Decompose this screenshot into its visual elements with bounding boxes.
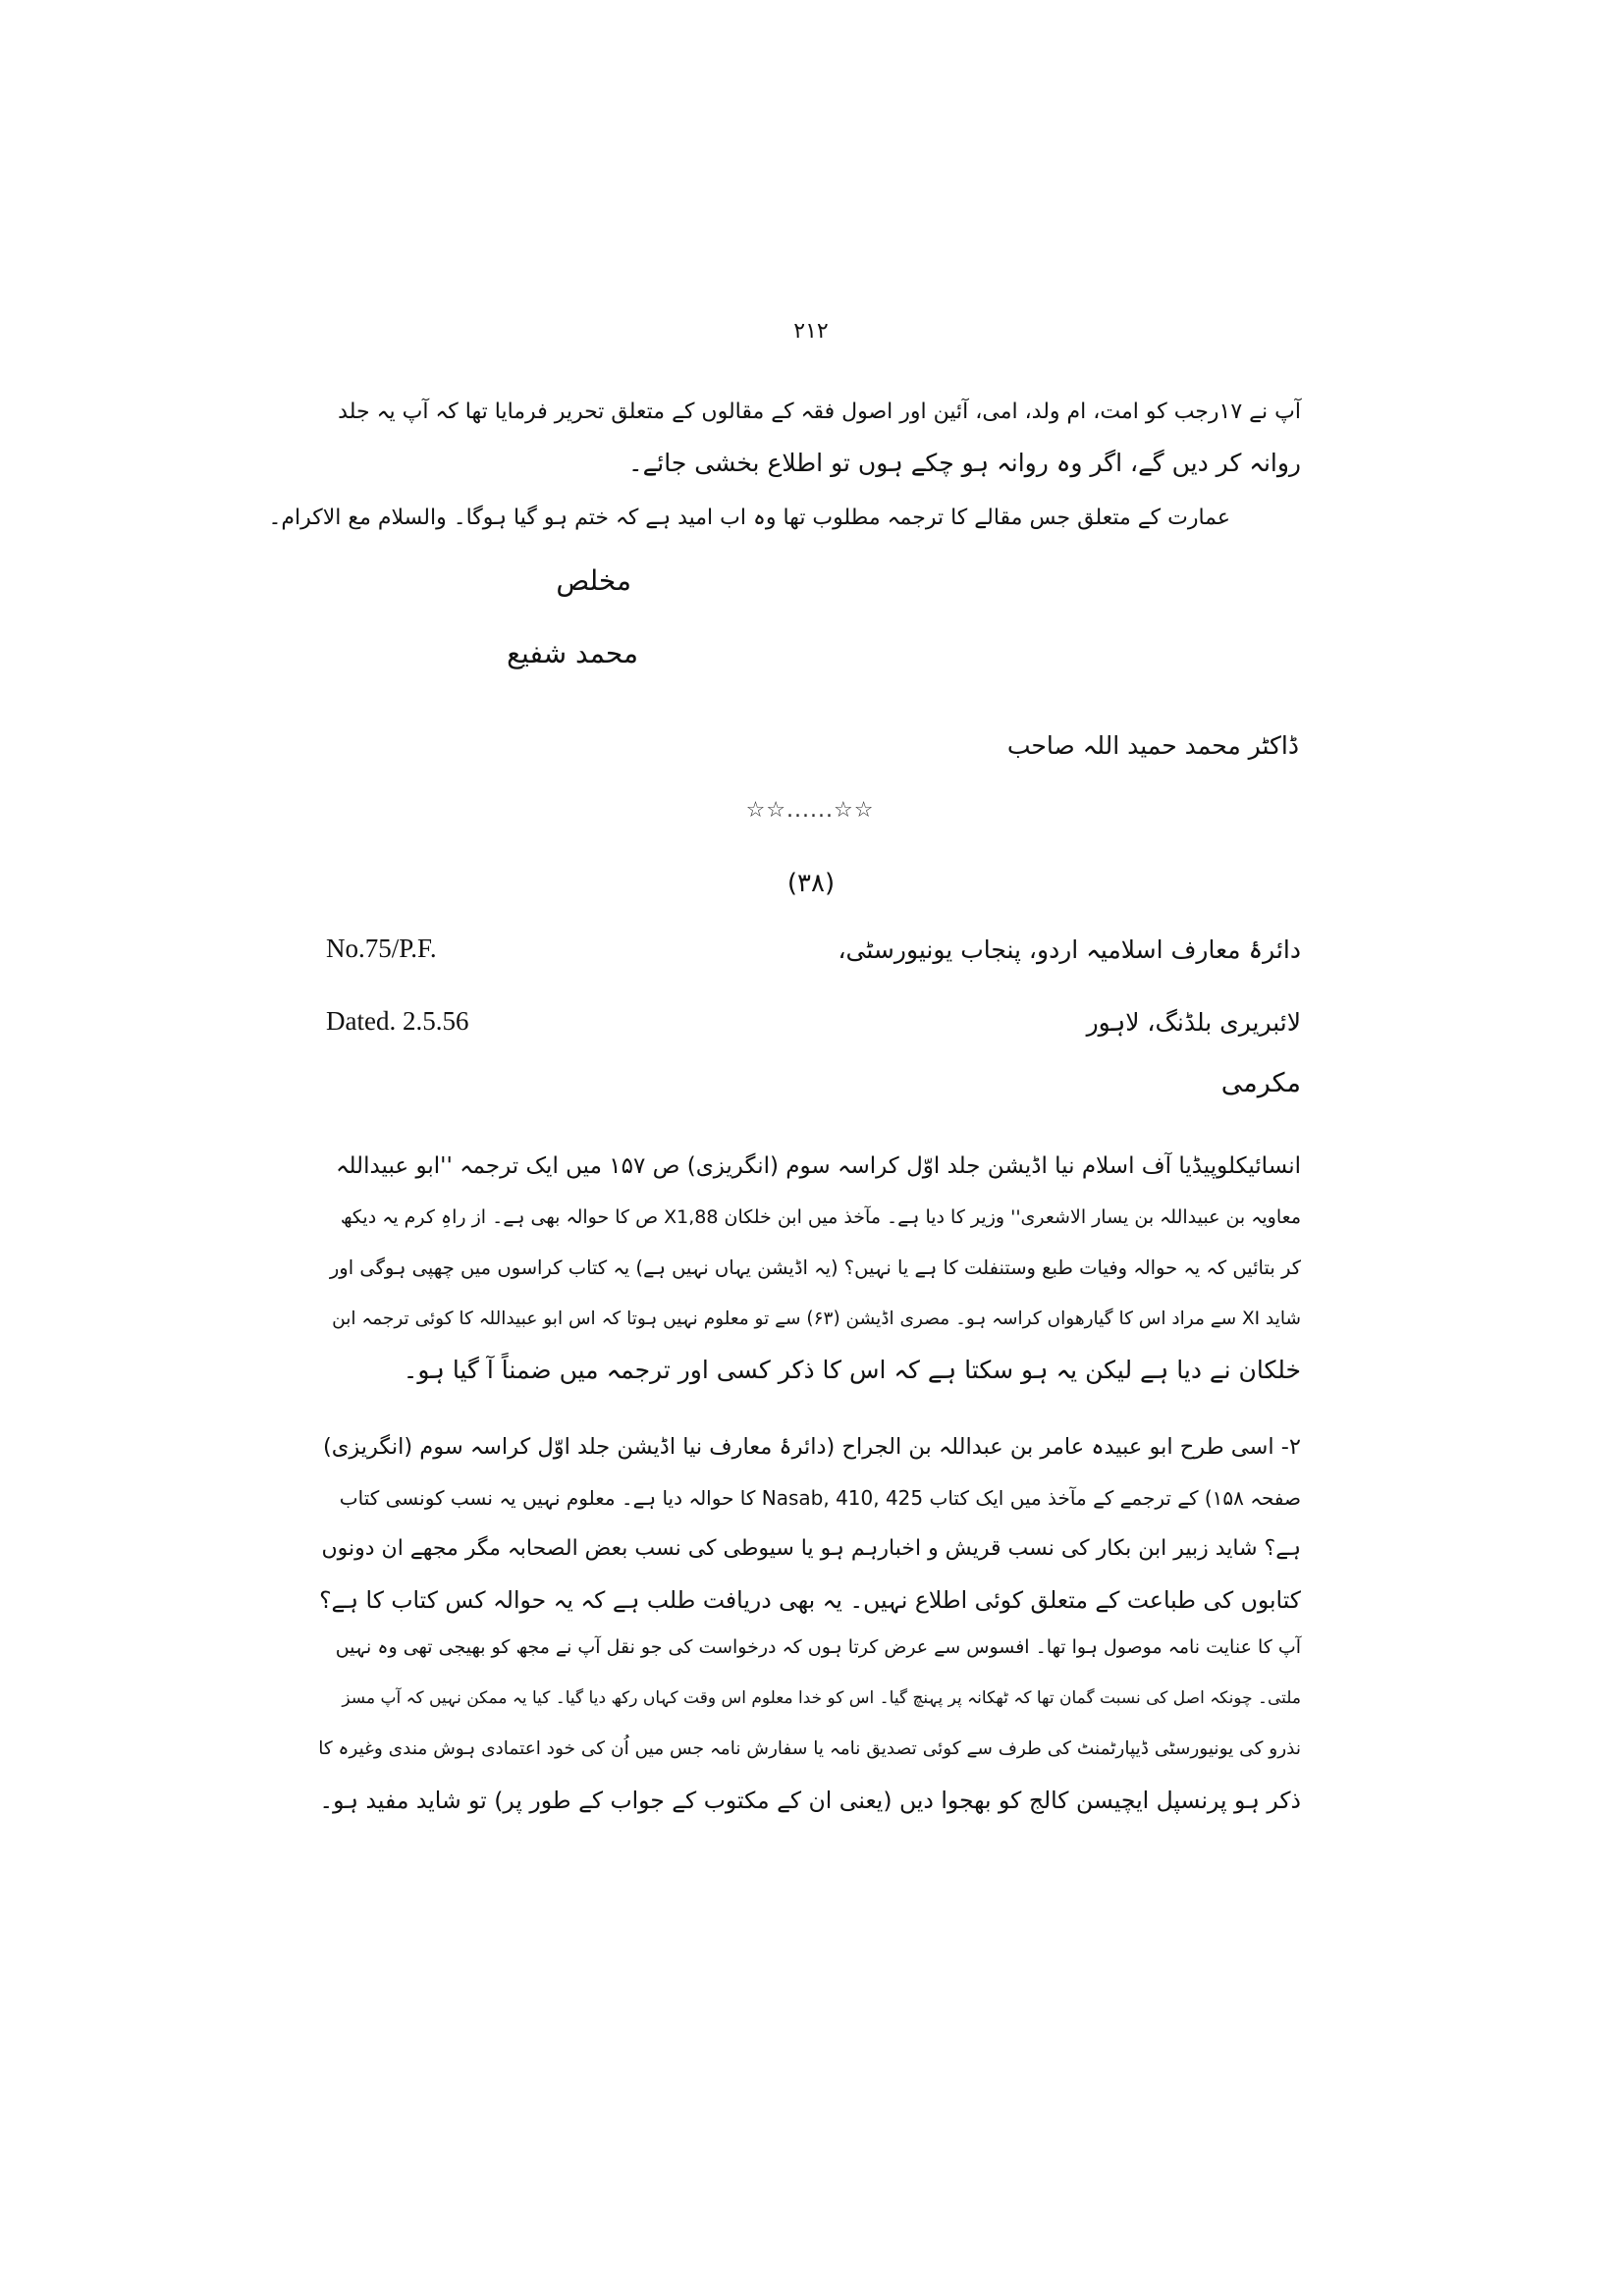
body-paragraph-2 (319, 1421, 1301, 1626)
letter-number: (۳۸) (786, 869, 836, 898)
text-line: معاویہ بن عبیداللہ بن یسار الاشعری'' وزیر کا دیا ہے۔ مآخذ میں ابن خلکان X1,88 ص کا حوالہ بھی ہے۔ از راہِ کرم یہ دیکھ (340, 1206, 1301, 1228)
text-line: آپ نے ۱۷رجب کو امت، ام ولد، امی، آئین اور اصول فقہ کے مقالوں کے متعلق تحریر فرمایا تھا کہ آپ یہ جلد (338, 400, 1301, 424)
sender-address-line-2: لائبریری بلڈنگ، لاہور (1086, 1008, 1301, 1037)
text-line: کر بتائیں کہ یہ حوالہ وفیات طبع وستنفلت کا ہے یا نہیں؟ (یہ اڈیشن یہاں نہیں ہے) یہ کتاب کراسوں میں چھپی ہوگی اور (329, 1256, 1301, 1279)
letter-one-paragraph (319, 387, 1301, 489)
text-line: شاید XI سے مراد اس کا گیارھواں کراسہ ہو۔ مصری اڈیشن (۶۳) سے تو معلوم نہیں ہوتا کہ اس ابو عبیداللہ کا کوئی ترجمہ ابن (332, 1308, 1301, 1329)
text-line: انسائیکلوپیڈیا آف اسلام نیا اڈیشن جلد اوّل کراسہ سوم (انگریزی) ص ۱۵۷ میں ایک ترجمہ ''ابو عبیداللہ (335, 1153, 1301, 1179)
text-line: آپ کا عنایت نامہ موصول ہوا تھا۔ افسوس سے عرض کرتا ہوں کہ درخواست کی جو نقل آپ نے مجھ کو بھیجی تھی وہ نہیں (335, 1636, 1301, 1658)
text-line: ملتی۔ چونکہ اصل کی نسبت گمان تھا کہ ٹھکانہ پر پہنچ گیا۔ اس کو خدا معلوم اس وقت کہاں رکھ دیا گیا۔ کیا یہ ممکن نہیں کہ آپ مسز (342, 1688, 1301, 1708)
text-line: خلکان نے دیا ہے لیکن یہ ہو سکتا ہے کہ اس کا ذکر کسی اور ترجمہ میں ضمناً آ گیا ہو۔ (403, 1356, 1301, 1384)
reference-date: Dated. 2.5.56 (326, 1006, 469, 1036)
text-line: ۲- اسی طرح ابو عبیدہ عامر بن عبداللہ بن الجراح (دائرۂ معارف نیا اڈیشن جلد اوّل کراسہ سوم (انگریزی) (322, 1434, 1301, 1460)
salutation: مکرمی (1220, 1068, 1301, 1098)
addressee: ڈاکٹر محمد حمید اللہ صاحب (1006, 731, 1299, 760)
body-paragraph-3 (319, 1622, 1301, 1826)
body-paragraph-1 (319, 1141, 1301, 1396)
text-line: نذرو کی یونیورسٹی ڈیپارٹمنٹ کی طرف سے کوئی تصدیق نامہ یا سفارش نامہ جس میں اُن کی خود اعتمادی ہوش مندی وغیرہ کا (318, 1738, 1301, 1759)
text-line: ہے؟ شاید زبیر ابن بکار کی نسب قریش و اخبارہم ہو یا سیوطی کی نسب بعض الصحابہ مگر مجھے ان دونوں (321, 1536, 1301, 1561)
sender-address-line-1: دائرۂ معارف اسلامیہ اردو، پنجاب یونیورسٹی، (838, 935, 1301, 964)
text-line: روانہ کر دیں گے، اگر وہ روانہ ہو چکے ہوں تو اطلاع بخشی جائے۔ (627, 449, 1301, 477)
section-separator: ☆☆......☆☆ (745, 798, 875, 823)
reference-number: No.75/P.F. (326, 934, 437, 963)
text-line: صفحہ ۱۵۸) کے ترجمے کے مآخذ میں ایک کتاب Nasab, 410, 425 کا حوالہ دیا ہے۔ معلوم نہیں یہ نسب کونسی کتاب (339, 1486, 1301, 1510)
text-line: ذکر ہو پرنسپل ایچیسن کالج کو بھجوا دیں (یعنی ان کے مکتوب کے جواب کے طور پر) تو شاید مفید ہو۔ (319, 1787, 1301, 1814)
text-line: کتابوں کی طباعت کے متعلق کوئی اطلاع نہیں۔ یہ بھی دریافت طلب ہے کہ یہ حوالہ کس کتاب کا ہے؟ (319, 1586, 1301, 1614)
letter-one-closing-line: عمارت کے متعلق جس مقالے کا ترجمہ مطلوب تھا وہ اب امید ہے کہ ختم ہو گیا ہوگا۔ والسلام مع الاکرام۔ (268, 506, 1230, 530)
page-number: ۲۱۲ (793, 319, 829, 344)
closing-phrase: مخلص (556, 564, 631, 597)
signature: محمد شفیع (507, 637, 638, 669)
